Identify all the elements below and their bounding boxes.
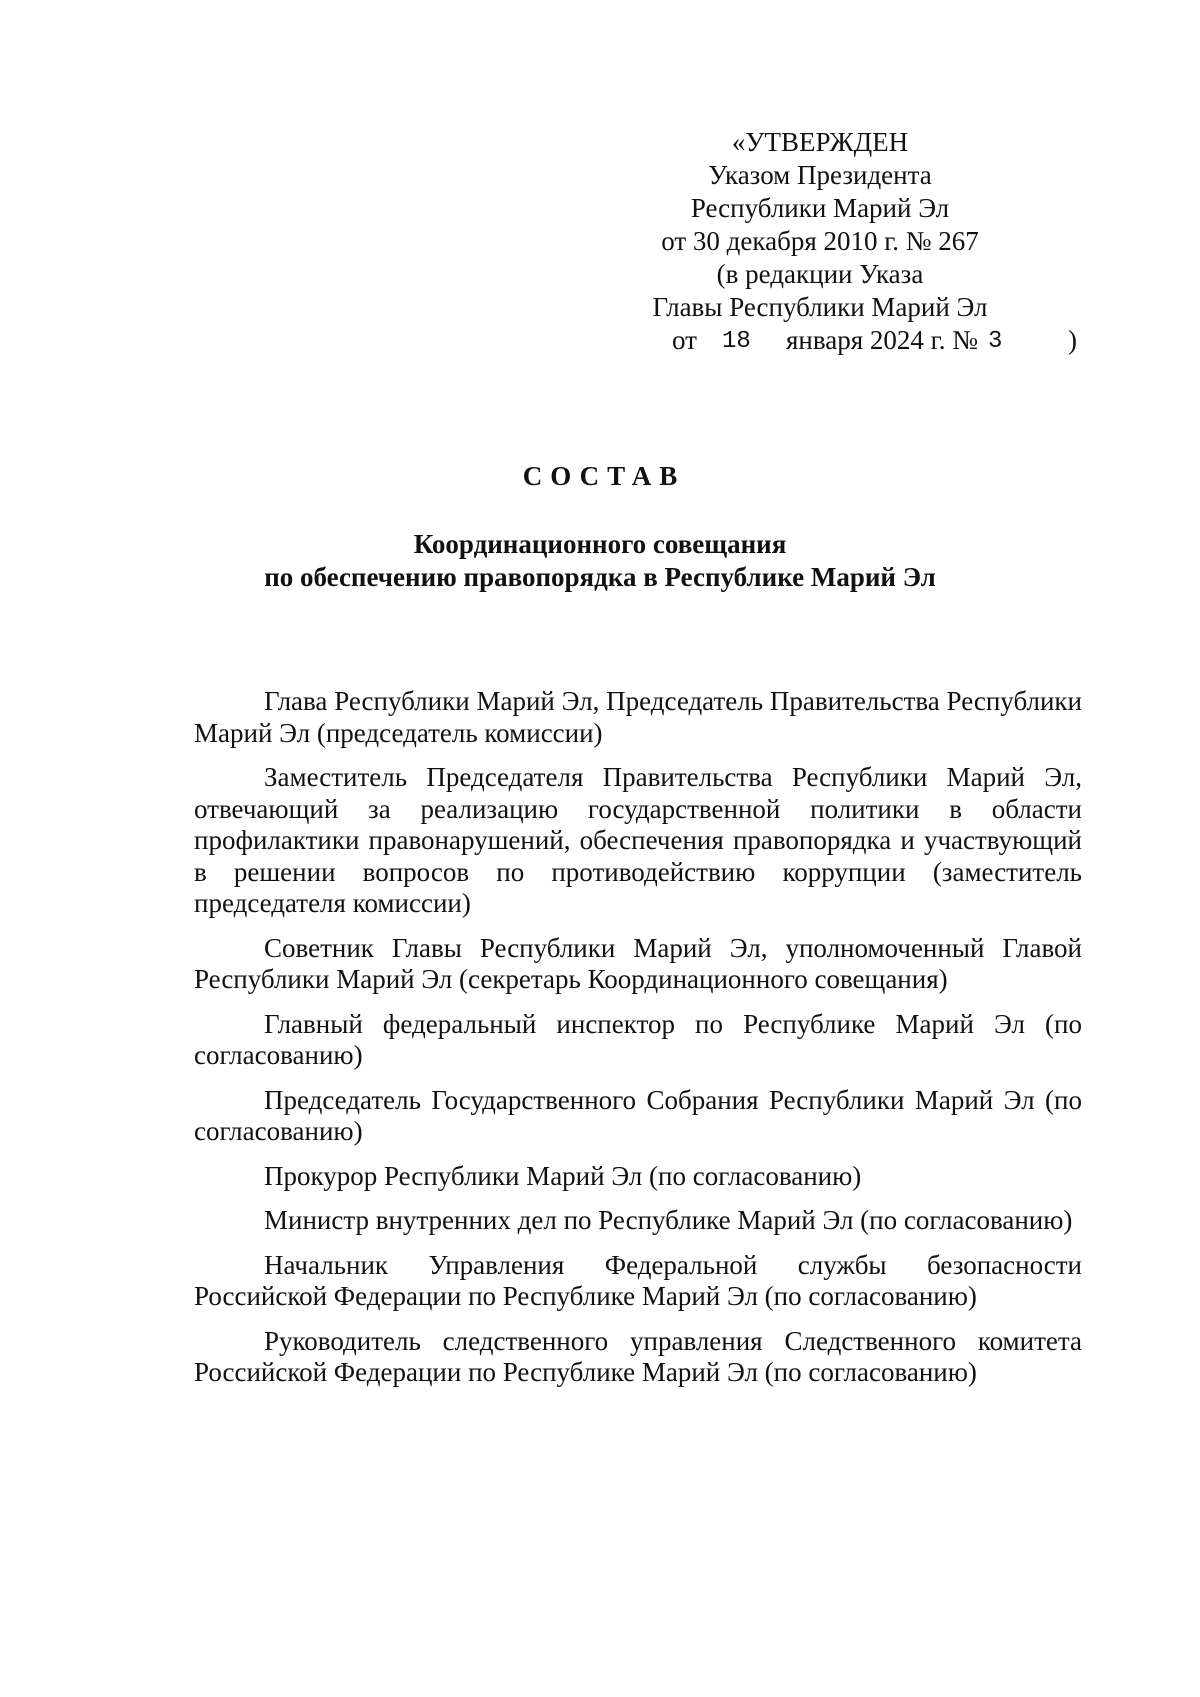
document-subtitle xyxy=(0,528,1200,594)
member-entry: Начальник Управления Федеральной службы безопасности Российской Федерации по Республике Марий Эл (по согласованию) xyxy=(194,1249,1082,1311)
approval-line: Республики Марий Эл xyxy=(690,193,950,223)
member-entry: Глава Республики Марий Эл, Председатель Правительства Республики Марий Эл (председатель комиссии) xyxy=(194,686,1082,748)
subtitle-line: по обеспечению правопорядка в Республике Марий Эл xyxy=(264,562,936,592)
document-title: СОСТАВ xyxy=(522,461,686,491)
approval-line: Указом Президента xyxy=(708,160,932,190)
approval-stamp xyxy=(560,126,1080,357)
member-entry: Министр внутренних дел по Республике Марий Эл (по согласованию) xyxy=(264,1205,1073,1235)
member-entry: Прокурор Республики Марий Эл (по согласованию) xyxy=(264,1160,862,1191)
members-list xyxy=(194,686,1082,1402)
approval-line: Главы Республики Марий Эл xyxy=(652,292,988,322)
member-entry: Председатель Государственного Собрания Республики Марий Эл (по согласованию) xyxy=(194,1084,1082,1146)
approval-line: от 30 декабря 2010 г. № 267 xyxy=(661,226,979,256)
member-entry: Советник Главы Республики Марий Эл, уполномоченный Главой Республики Марий Эл (секретарь Координационного совещания) xyxy=(194,932,1082,994)
approval-line: (в редакции Указа xyxy=(716,259,924,289)
amendment-date-line xyxy=(560,324,1080,357)
member-entry: Заместитель Председателя Правительства Республики Марий Эл, отвечающий за реализацию государственной политики в области профилактики правонарушений, обеспечения правопорядка и участвующий в решении вопросов по противодействию коррупции (заместитель председателя комиссии) xyxy=(194,762,1082,918)
member-entry: Руководитель следственного управления Следственного комитета Российской Федерации по Республике Марий Эл (по согласованию) xyxy=(194,1325,1082,1387)
date-prefix: от xyxy=(672,325,697,355)
subtitle-line: Координационного совещания xyxy=(413,529,787,559)
date-day: 18 xyxy=(722,328,751,355)
date-month-year: января 2024 г. № xyxy=(786,325,978,355)
closing-parenthesis: ) xyxy=(1068,325,1077,355)
approval-line: «УТВЕРЖДЕН xyxy=(731,127,909,157)
member-entry: Главный федеральный инспектор по Республике Марий Эл (по согласованию) xyxy=(194,1008,1082,1070)
decree-number: 3 xyxy=(988,328,1003,355)
